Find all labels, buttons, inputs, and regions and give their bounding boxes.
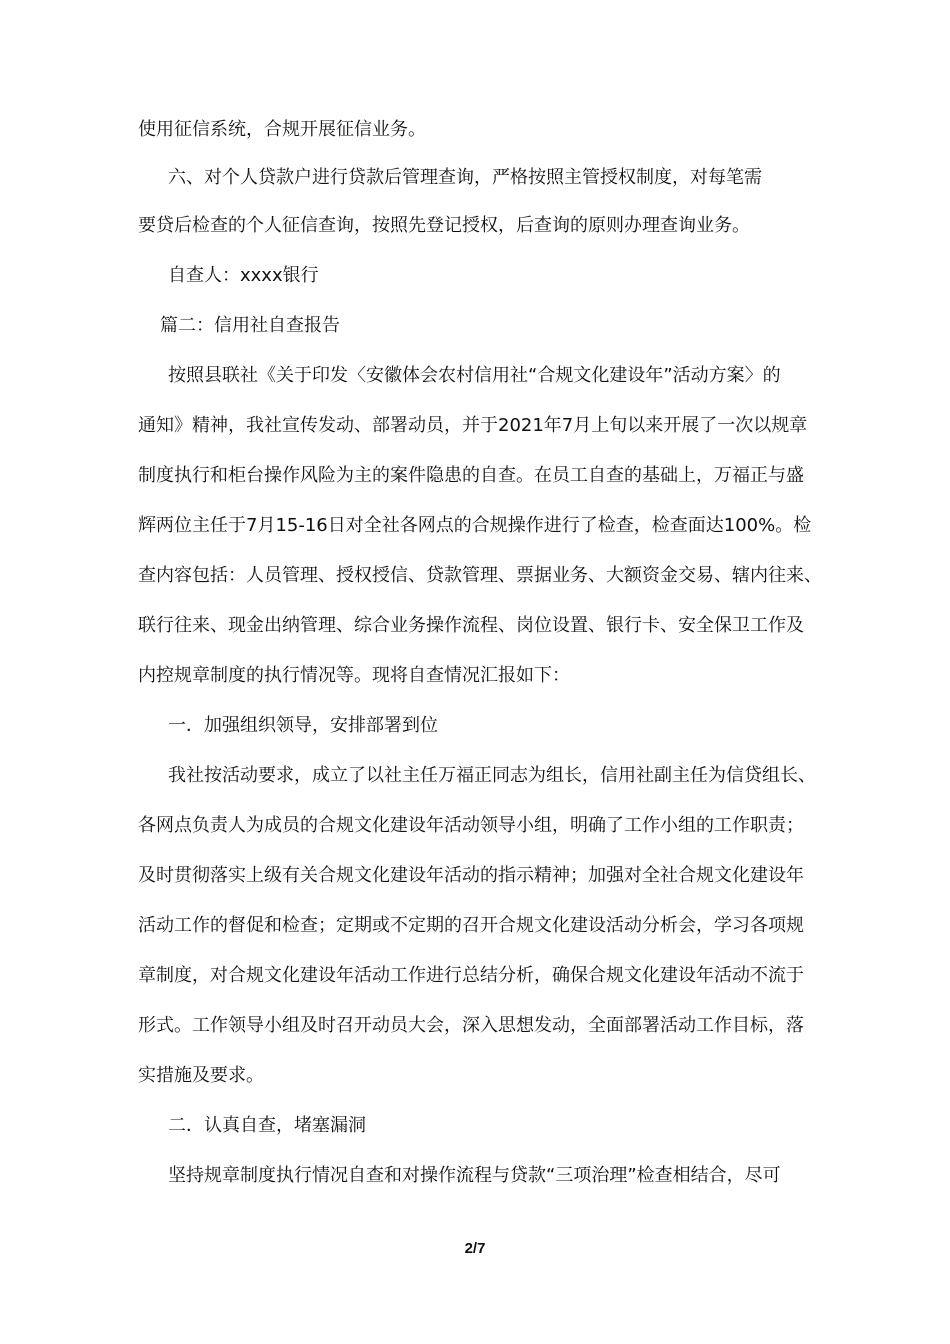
text-line: 我社按活动要求，成立了以社主任万福正同志为组长，信用社副主任为信贷组长、 <box>168 765 816 786</box>
text-line: 及时贯彻落实上级有关合规文化建设年活动的指示精神；加强对全社合规文化建设年 <box>138 865 804 886</box>
text-line: 要贷后检查的个人征信查询，按照先登记授权，后查询的原则办理查询业务。 <box>138 215 750 236</box>
text-line: 活动工作的督促和检查；定期或不定期的召开合规文化建设活动分析会，学习各项规 <box>138 915 804 936</box>
text-line: 各网点负责人为成员的合规文化建设年活动领导小组，明确了工作小组的工作职责； <box>138 815 804 836</box>
text-line: 使用征信系统，合规开展征信业务。 <box>138 119 426 140</box>
signature-line: 自查人：xxxx银行 <box>168 265 319 286</box>
text-line: 查内容包括：人员管理、授权授信、贷款管理、票据业务、大额资金交易、辖内往来、 <box>138 565 822 586</box>
text-line: 制度执行和柜台操作风险为主的案件隐患的自查。在员工自查的基础上，万福正与盛 <box>138 465 804 486</box>
text-line: 章制度，对合规文化建设年活动工作进行总结分析，确保合规文化建设年活动不流于 <box>138 965 804 986</box>
text-line: 实措施及要求。 <box>138 1065 264 1086</box>
section-title: 篇二：信用社自查报告 <box>160 315 340 336</box>
text-line: 坚持规章制度执行情况自查和对操作流程与贷款“三项治理”检查相结合，尽可 <box>168 1165 781 1186</box>
text-line: 辉两位主任于7月15-16日对全社各网点的合规操作进行了检查，检查面达100%。检 <box>138 515 812 536</box>
text-line: 联行往来、现金出纳管理、综合业务操作流程、岗位设置、银行卡、安全保卫工作及 <box>138 615 804 636</box>
text-line: 形式。工作领导小组及时召开动员大会，深入思想发动，全面部署活动工作目标，落 <box>138 1015 804 1036</box>
section-heading: 二．认真自查，堵塞漏洞 <box>168 1115 366 1136</box>
text-line: 内控规章制度的执行情况等。现将自查情况汇报如下： <box>138 665 570 686</box>
text-line: 按照县联社《关于印发〈安徽体会农村信用社“合规文化建设年”活动方案〉的 <box>168 365 781 386</box>
page-number: 2/7 <box>464 1240 486 1257</box>
text-line: 通知》精神，我社宣传发动、部署动员，并于2021年7月上旬以来开展了一次以规章 <box>138 415 808 436</box>
text-line: 六、对个人贷款户进行贷款后管理查询，严格按照主管授权制度，对每笔需 <box>168 167 762 188</box>
section-heading: 一．加强组织领导，安排部署到位 <box>168 715 438 736</box>
